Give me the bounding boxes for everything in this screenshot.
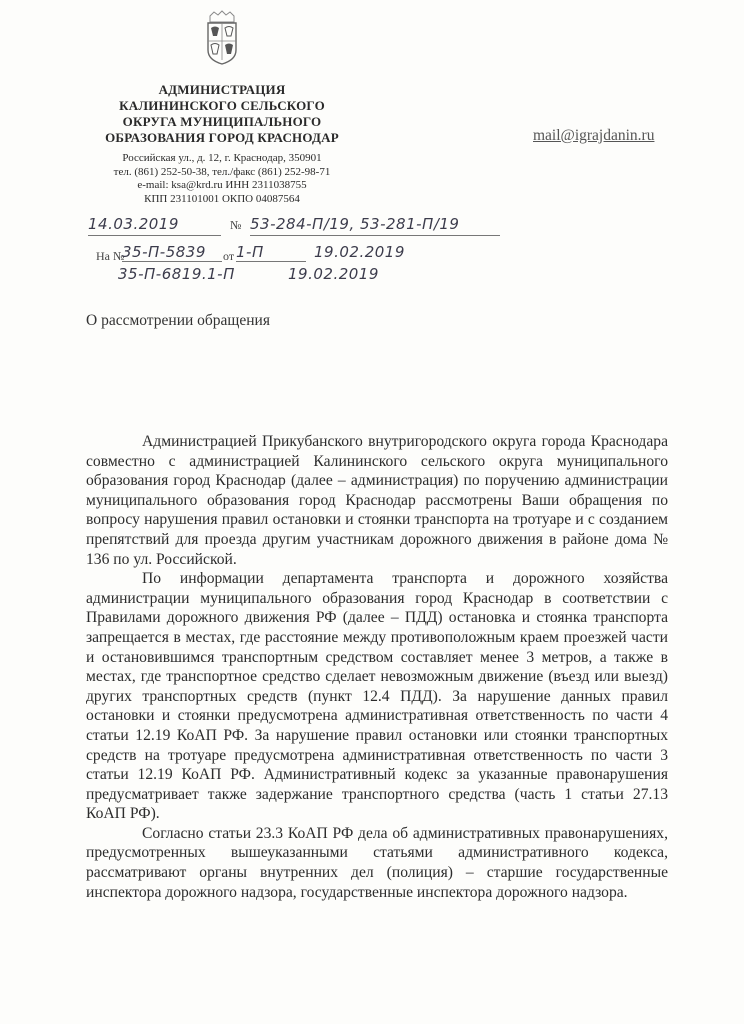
reference-line-2 (118, 265, 418, 287)
organization-name (86, 82, 358, 146)
registration-number: 53-284-П/19, 53-281-П/19 (250, 215, 500, 236)
email-inn: e-mail: ksa@krd.ru ИНН 2311038755 (137, 179, 307, 191)
reference-suffix: 1-П (236, 243, 306, 262)
reference-label: На № (96, 249, 125, 263)
coat-of-arms-icon (202, 10, 242, 66)
organization-details (86, 152, 358, 206)
of-label: от (223, 249, 235, 263)
registration-date: 14.03.2019 (88, 215, 221, 236)
body-paragraph: По информации департамента транспорта и дорожного хозяйства администрации муниципального образования город Краснодар в соответствии с Правилами дорожного движения РФ (далее – ПДД) остановка и стоянка транспорта запрещается в местах, где расстояние между противоположным краем проезжей части и остановившимся транспортным средством составляет менее 3 метров, а также в местах, где транспортное средство сделает невозможным движение (въезд или выезд) других транспортных средств (пункт 12.4 ПДД). За нарушение данных правил остановки и стоянки предусмотрена административная ответственность по части 4 статьи 12.19 КоАП РФ. За нарушение правил остановки или стоянки транспортных средств на тротуаре предусмотрена административная ответственность по части 3 статьи 12.19 КоАП РФ. Административный кодекс за указанные правонарушения предусматривает также задержание транспортного средства (часть 1 статьи 27.13 КоАП РФ). (86, 570, 668, 823)
org-line: ОКРУГА МУНИЦИПАЛЬНОГО (122, 114, 322, 129)
org-line: КАЛИНИНСКОГО СЕЛЬСКОГО (119, 98, 325, 113)
org-line: ОБРАЗОВАНИЯ ГОРОД КРАСНОДАР (105, 130, 339, 145)
reference-date: 19.02.2019 (288, 265, 379, 283)
reference-number: 35-П-6819.1-П (118, 265, 235, 283)
reference-date: 19.02.2019 (314, 243, 405, 261)
registration-line (88, 215, 508, 241)
letterhead (86, 82, 358, 206)
number-label: № (230, 218, 242, 232)
letter-subject: О рассмотрении обращения (86, 312, 270, 329)
body-paragraph: Администрацией Прикубанского внутригородского округа города Краснодара совместно с администрацией Калининского сельского округа муниципального образования город Краснодар (далее – администрация) по поручению администрации муниципального образования город Краснодар рассмотрены Ваши обращения по вопросу нарушения правил остановки и стоянки транспорта на тротуаре и с созданием препятствий для проезда другим участникам дорожного движения в районе дома № 136 по ул. Российской. (86, 433, 668, 568)
phones: тел. (861) 252-50-38, тел./факс (861) 252-98-71 (113, 165, 331, 178)
body-paragraph: Согласно статьи 23.3 КоАП РФ дела об административных правонарушениях, предусмотренных вышеуказанными статьями административного кодекса, рассматривают органы внутренних дел (полиция) – старшие государственные инспектора дорожного надзора, государственные инспектора дорожного надзора. (86, 824, 668, 901)
reference-number: 35-П-5839 (122, 243, 222, 262)
org-line: АДМИНИСТРАЦИЯ (158, 82, 286, 97)
recipient-email[interactable]: mail@igrajdanin.ru (533, 127, 655, 144)
letter-body (86, 432, 668, 902)
kpp-okpo: КПП 231101001 ОКПО 04087564 (144, 192, 300, 205)
reference-line-1 (96, 243, 405, 265)
address: Российская ул., д. 12, г. Краснодар, 350901 (122, 152, 322, 164)
